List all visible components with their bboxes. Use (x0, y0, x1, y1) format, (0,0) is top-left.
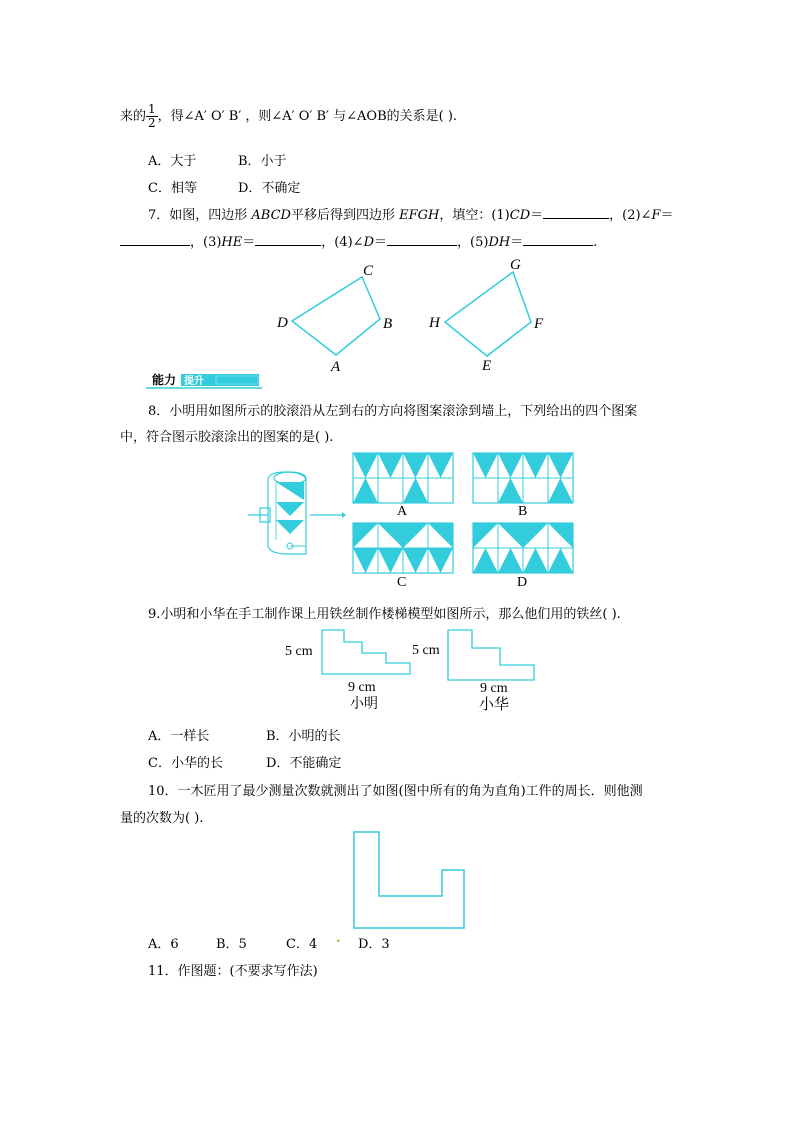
pattern-triangle (353, 523, 378, 548)
q7-abcd: ABCD (251, 208, 291, 223)
q9-stem: 9.小明和小华在手工制作课上用铁丝制作楼梯模型如图所示，那么他们用的铁丝( ). (148, 607, 621, 622)
answer-blank-2[interactable] (120, 233, 190, 246)
quadrilateral-abcd-figure (270, 255, 410, 375)
q7-line2 (120, 231, 597, 250)
q7-he: HE (221, 235, 243, 250)
quadrilateral-efgh (445, 272, 531, 356)
q7-text: ＝ (530, 208, 544, 223)
pattern-triangle (403, 523, 428, 548)
q8-line2: 中，符合图示胶滚涂出的图案的是( ). (120, 430, 334, 445)
width-label-xiaoming: 9 cm (348, 680, 376, 695)
q7-f: F (651, 208, 661, 223)
vertex-label-b: B (383, 316, 393, 332)
banner-sublabel: 提升 (184, 376, 204, 387)
q10-line2: 量的次数为( ). (120, 811, 204, 826)
q7-text: 7．如图，四边形 (148, 208, 252, 223)
staircase-xiaoming-figure (284, 628, 414, 718)
pattern-triangle (403, 453, 428, 478)
q6-option-c: C．相等 (148, 181, 197, 196)
q7-text: ，填空：(1) (439, 208, 510, 223)
pattern-label-b: B (518, 504, 528, 519)
fraction-half (146, 103, 158, 130)
answer-blank-3[interactable] (255, 233, 321, 246)
q7-text: ，(3) (190, 235, 222, 250)
q7-efgh: EFGH (399, 208, 440, 223)
q6-prefix: 来的 (120, 109, 147, 124)
q10-option-a: A．6 (148, 937, 179, 952)
width-label-xiaohua: 9 cm (480, 681, 508, 696)
pattern-label-d: D (517, 575, 528, 590)
pattern-triangle (403, 478, 428, 503)
pattern-triangle (473, 523, 498, 548)
pattern-option-d (472, 522, 574, 574)
pattern-triangle (548, 478, 573, 503)
answer-blank-1[interactable] (543, 206, 609, 219)
q10-option-b: B．5 (216, 937, 247, 952)
pattern-triangle (498, 548, 523, 573)
pattern-label-c: C (397, 575, 407, 590)
pattern-triangle (403, 548, 428, 573)
q6-option-a: A．大于 (148, 154, 197, 169)
staircase-xiaohua-figure (410, 628, 540, 720)
q7-text: ＝ (660, 208, 674, 223)
q6-option-d: D．不确定 (238, 181, 301, 196)
q6-option-b: B．小于 (238, 154, 287, 169)
workpiece-figure (352, 830, 468, 932)
quadrilateral-abcd (292, 277, 380, 355)
q10-line1: 10．一木匠用了最少测量次数就测出了如图(图中所有的角为直角)工件的周长．则他测 (148, 784, 643, 799)
pattern-triangle (523, 453, 548, 478)
q7-cd: CD (509, 208, 531, 223)
q7-dh: DH (488, 235, 511, 250)
pattern-label-a: A (397, 504, 408, 519)
banner-label: 能力 (152, 373, 177, 387)
q8-line1: 8．小明用如图所示的胶滚沿从左到右的方向将图案滚涂到墙上，下列给出的四个图案 (148, 404, 638, 419)
q9-option-a: A．一样长 (148, 729, 210, 744)
pattern-triangle (523, 523, 548, 548)
vertex-label-c: C (363, 263, 374, 279)
q9-option-b: B．小明的长 (266, 729, 341, 744)
staircase-xiaohua (448, 630, 534, 680)
pattern-triangle (353, 478, 378, 503)
q7-text: ＝ (242, 235, 256, 250)
q7-d: D (363, 235, 375, 250)
height-label-xiaoming: 5 cm (285, 644, 313, 659)
name-label-xiaoming: 小明 (350, 697, 378, 712)
q7-text: ，(4)∠ (321, 235, 364, 250)
section-banner (146, 372, 262, 390)
paint-roller-figure (246, 470, 346, 560)
workpiece-outline (354, 832, 464, 928)
pattern-triangle (473, 453, 498, 478)
vertex-label-d: D (277, 315, 288, 331)
q9-option-c: C．小华的长 (148, 756, 223, 771)
pattern-triangle (353, 548, 378, 573)
vertex-label-h: H (429, 315, 440, 331)
q9-option-d: D．不能确定 (266, 756, 342, 771)
pattern-triangle (428, 453, 453, 478)
q7-text: ＝ (374, 235, 388, 250)
q6-suffix: ，得∠A′ O′ B′ ，则∠A′ O′ B′ 与∠AOB的关系是( ). (157, 109, 458, 124)
pattern-triangle (548, 453, 573, 478)
q7-text: ，(5) (457, 235, 489, 250)
quadrilateral-efgh-figure (425, 252, 565, 377)
pattern-triangle (378, 548, 403, 573)
q7-text: . (593, 235, 598, 250)
decorative-dot: . (336, 931, 341, 946)
height-label-xiaohua: 5 cm (412, 643, 440, 658)
q7-text: ＝ (510, 235, 524, 250)
vertex-label-e: E (482, 358, 492, 374)
answer-blank-4[interactable] (387, 233, 457, 246)
q10-option-d: D．3 (358, 937, 390, 952)
pattern-triangle (428, 523, 453, 548)
pattern-option-b (472, 452, 574, 504)
pattern-triangle (548, 548, 573, 573)
answer-blank-5[interactable] (523, 233, 593, 246)
staircase-xiaoming (322, 630, 410, 674)
pattern-triangle (498, 523, 523, 548)
q7-text: ，(2)∠ (609, 208, 652, 223)
pattern-triangle (353, 453, 378, 478)
pattern-triangle (498, 478, 523, 503)
q7-text: 平移后得到四边形 (290, 208, 400, 223)
q6-stem (120, 103, 457, 130)
pattern-triangle (378, 523, 403, 548)
vertex-label-g: G (510, 257, 521, 273)
pattern-triangle (523, 548, 548, 573)
pattern-triangle (378, 453, 403, 478)
pattern-triangle (548, 523, 573, 548)
q10-option-c: C．4 (286, 937, 318, 952)
q11-stem: 11．作图题：(不要求写作法) (148, 964, 318, 979)
pattern-option-a (352, 452, 454, 504)
pattern-triangle (498, 453, 523, 478)
pattern-triangle (473, 548, 498, 573)
pattern-option-c (352, 522, 454, 574)
fraction-numerator: 1 (148, 102, 156, 116)
q7-line1 (148, 204, 674, 223)
fraction-denominator: 2 (148, 116, 156, 130)
vertex-label-a: A (331, 359, 341, 375)
pattern-triangle (428, 548, 453, 573)
name-label-xiaohua: 小华 (479, 697, 510, 713)
vertex-label-f: F (534, 316, 544, 332)
